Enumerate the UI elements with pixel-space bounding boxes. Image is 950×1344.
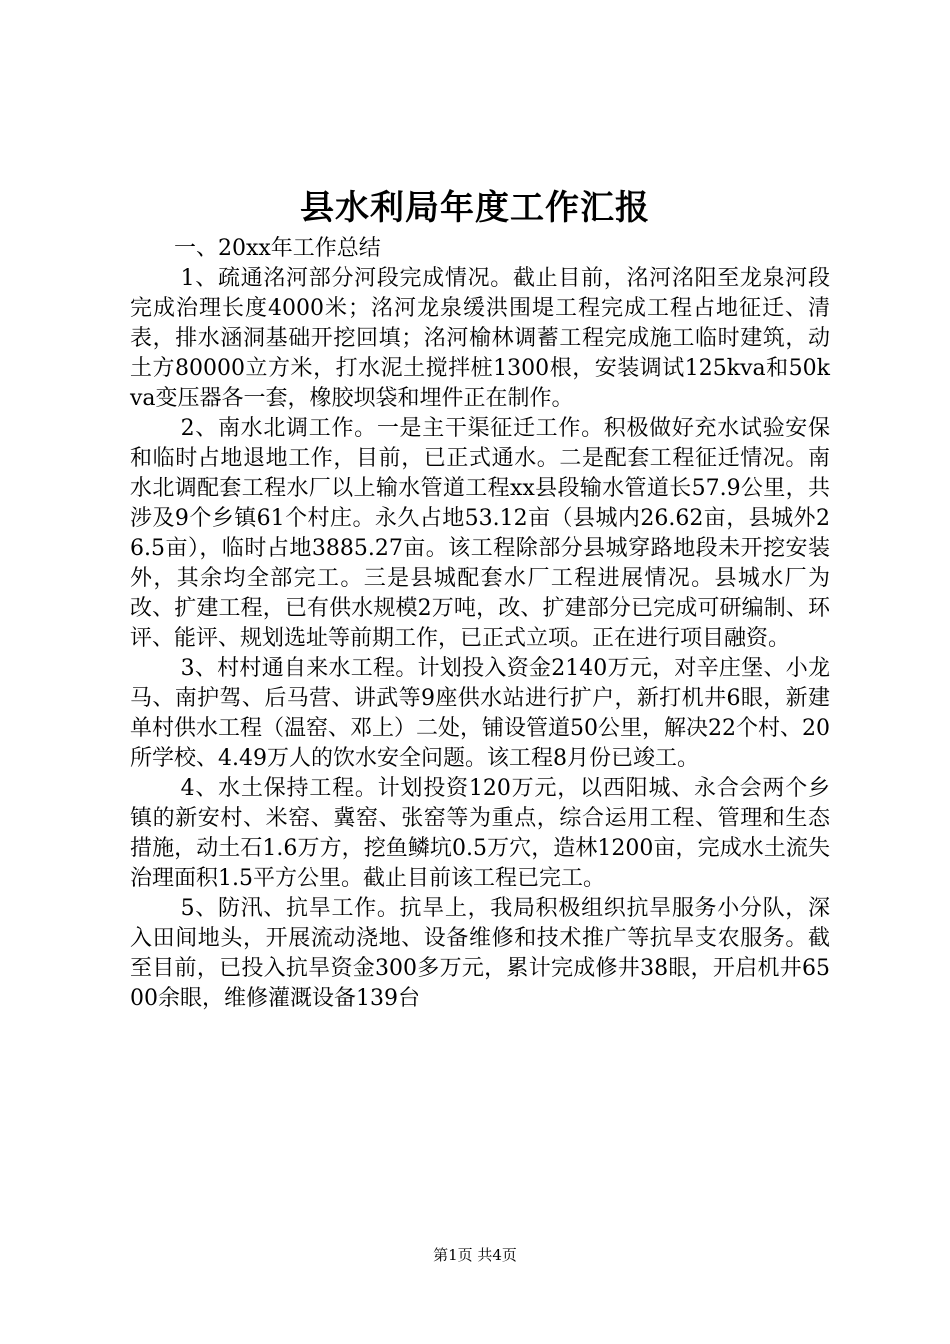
paragraph-3: 3、村村通自来水工程。计划投入资金2140万元，对辛庄堡、小龙马、南护驾、后马营、讲武等9座供水站进行扩户，新打机井6眼，新建单村供水工程（温窑、邓上）二处，铺设管道50公里，解决22个村、20所学校、4.49万人的饮水安全问题。该工程8月份已竣工。 <box>130 656 830 771</box>
paragraph-2: 2、南水北调工作。一是主干渠征迁工作。积极做好充水试验安保和临时占地退地工作，目前，已正式通水。二是配套工程征迁情况。南水北调配套工程水厂以上输水管道工程xx县段输水管道长57.9公里，共涉及9个乡镇61个村庄。永久占地53.12亩（县城内26.62亩，县城外26.5亩），临时占地3885.27亩。该工程除部分县城穿路地段未开挖安装外，其余均全部完工。三是县城配套水厂工程进展情况。县城水厂为改、扩建工程，已有供水规模2万吨，改、扩建部分已完成可研编制、环评、能评、规划选址等前期工作，已正式立项。正在进行项目融资。 <box>130 416 830 651</box>
paragraph-5: 5、防汛、抗旱工作。抗旱上，我局积极组织抗旱服务小分队，深入田间地头，开展流动浇地、设备维修和技术推广等抗旱支农服务。截至目前，已投入抗旱资金300多万元，累计完成修井38眼，开启机井6500余眼，维修灌溉设备139台 <box>130 896 830 1011</box>
section-heading: 一、20xx年工作总结 <box>174 236 381 261</box>
paragraph-1: 1、疏通洺河部分河段完成情况。截止目前，洺河洺阳至龙泉河段完成治理长度4000米；洺河龙泉缓洪围堤工程完成工程占地征迁、清表，排水涵洞基础开挖回填；洺河榆林调蓄工程完成施工临时建筑，动土方80000立方米，打水泥土搅拌桩1300根，安装调试125kva和50kva变压器各一套，橡胶坝袋和埋件正在制作。 <box>130 266 830 411</box>
paragraph-4: 4、水土保持工程。计划投资120万元，以西阳城、永合会两个乡镇的新安村、米窑、冀窑、张窑等为重点，综合运用工程、管理和生态措施，动土石1.6万方，挖鱼鳞坑0.5万穴，造林1200亩，完成水土流失治理面积1.5平方公里。截止目前该工程已完工。 <box>130 776 830 891</box>
document-body <box>130 234 830 1014</box>
page-number-footer: 第1页 共4页 <box>433 1246 517 1264</box>
document-title: 县水利局年度工作汇报 <box>300 188 650 228</box>
